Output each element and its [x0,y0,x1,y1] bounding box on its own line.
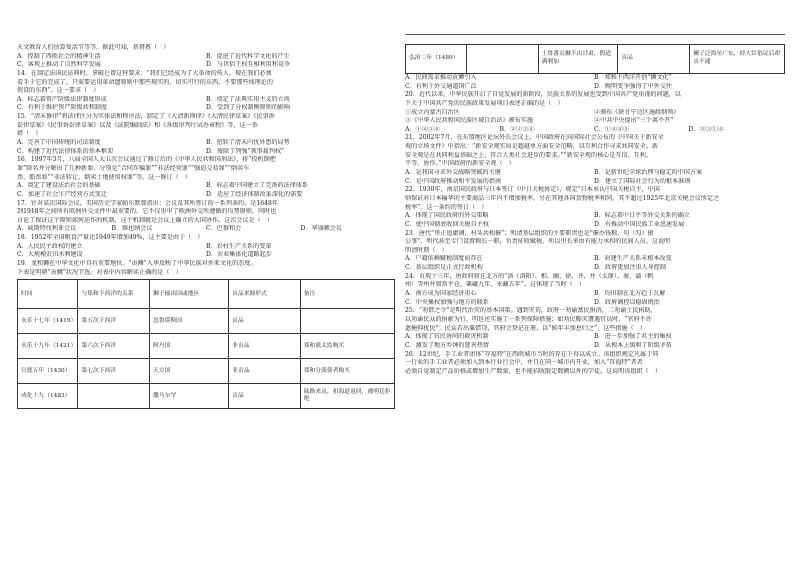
answer-options-row [17,53,395,62]
table-continuation [405,44,785,74]
answer-option: C．有利于维护资产阶级共和制度 [17,104,107,112]
answer-option: B．促进了近代科学文化的产生 [206,52,290,60]
answer-option: D．从根本上缓和了阶级矛盾 [594,341,673,349]
answer-options-row [17,243,395,252]
question-text-line: 安全观是在共同利益基础之上，符合人类社会进步的要求。”“新安全观的核心是互信、互利、 [405,151,652,159]
lion-tribute-table [17,279,395,409]
answer-options-row [17,96,395,105]
question-text-line: 平等、协作。”中国政府的新安全观（ ） [405,160,515,168]
answer-option: D．②③①④ [688,125,724,133]
question-text-line: 16．1997年3月，八届全国人大五次会议通过了修订后的《中华人民共和国刑法》，将“投机倒把 [17,156,276,164]
answer-options-row [405,342,783,351]
answer-option: A．威斯特伐利亚会议 [17,225,77,233]
table-cell: 狮子泛海至广东，经大臣倡议后却贡不通 [690,45,785,74]
table-row [18,334,395,359]
answer-option: B．是新世纪全球治理与稳定的中国方案 [594,169,703,177]
table-header-row [18,280,395,309]
table-cell: 非贡品 [229,359,301,384]
answer-option: C．基层组织是正式行政机构 [405,264,483,272]
answer-options-row [405,299,783,308]
question-text-line: 23．唐代“里正追庸调，村头共相催”；明清基层组织的主要职责也是“催办钱粮，句（勾）摄 [405,229,654,237]
question-text-line: 票、船票罪”“非法转让、倒卖土地使用权罪”等。这一修订（ ） [17,173,191,181]
answer-options-row [405,109,783,118]
answer-option: A．标志着资产阶级法律制度形成 [17,95,107,103]
question-text-line: 措（ ） [17,130,42,138]
answer-options-row [17,139,395,148]
table-row [18,309,395,334]
question-text-line: 州）等州并置常平仓，粟藏九年，米藏五年”。这体现了当时（ ） [405,281,585,289]
question-text-line: 公事”，明代甚至专门设置粮长一职，负责征收赋税，所以里长多由有能力承担的民间人员。这说明 [405,238,671,246]
table-header-cell: 备注 [300,280,394,309]
answer-options-row [405,74,783,83]
table-cell: 第六次下西洋 [78,334,150,359]
question-text-line: 25．“劝借之令”是明代治灾的基本国策。遇到灾荒，政府一劝谕富民捐济，二劝谕士民捐助， [405,307,657,315]
question-text-line: 22．1930年，南京国民政府与日本签订《中日关税协定》，规定“日本承认中国关税自主，中国 [405,186,660,194]
question-text-line: 遮掩抑扰民”；民众若出粟借贷，官府会登记在册，以“候年丰加息归之”。这些措施（ ） [405,324,646,332]
question-text-line: 天文教育人们估算复活节等等。据此可知，基督教（ ） [17,44,170,51]
question-text-line: 14．在制定法国民法典时，拿破仑曾这样要求：“我们已经成为了大革命的传人，现在我们必须 [17,69,272,77]
table-cell: 非贡品 [229,334,301,359]
right-column [405,74,783,376]
table-cell: 陆路来贡，扣海道返回，被明廷拒绝 [300,384,394,409]
answer-option: ④中共中央提出“三个离不开” [594,117,674,125]
answer-option: B．标志着中国建立了完备的法律体系 [206,182,308,190]
answer-option: C．客观上推动了自然科学发展 [17,61,101,69]
table-cell: 弘治二年（1489） [406,45,467,74]
answer-option: C．构建了近代法律体系的基本框架 [17,147,114,155]
answer-option: A．体现了官民协同的救灾机制 [405,333,489,341]
table-cell [78,384,150,409]
question-text-line: 下关于中国共产党的民族政策发展项目表述正确的是（ ） [405,99,564,107]
table-cell: 第七次下西洋 [78,359,150,384]
table-header-cell: 与郑和下西洋的关系 [78,280,150,309]
answer-option: D．受到了分权制衡原则的影响 [206,104,291,112]
answer-option: A．南方成为国家经济重心 [405,290,477,298]
table-cell [300,309,394,334]
answer-option: D．晚明变争强得了中外交往 [594,82,673,90]
left-column [17,44,395,409]
answer-option: D．与世俗王权互相利用和竞争 [206,61,291,69]
answer-option: A．①②③④ [405,125,440,133]
question-text-line: 假设的东西”。这一要求（ ） [17,87,100,95]
question-text-line: 15．“清末修律”将法律区分为实体法和程序法，制定了《大清新刑律》《大清民律草案》《民事诉 [17,113,275,121]
question-text-line: 以劝谕民众的捐献为行，明廷还实施了一系列保障措施；如劝民赈灾遭遇官员时，“官府不许 [405,315,652,323]
answer-option: B．农村生产关系的变革 [206,242,272,250]
answer-option: C．激发了地方乡绅的慈善热情 [405,341,489,349]
answer-option: B．②①③④ [499,125,535,133]
answer-option: A．控制了西欧社会的精神生活 [17,52,101,60]
answer-options-row [405,169,783,178]
answer-option: B．标志着中日平等外交关系的确立 [594,212,690,220]
table-cell: 撒马尔罕 [149,384,228,409]
answer-option: A．人民民主政权的建立 [17,242,83,250]
question-text-line: 则保证对日本输华的主要商品三年内不增加税率，另在其他各国货物税率相同，其不超过1925年北京关税会议所定之 [405,194,720,202]
answer-option: B．封建生产关系未根本改变 [594,255,672,263]
answer-option: C．①②④③ [594,125,630,133]
table-cell: 土鲁番贡狮不由甘肃，假道满剌加 [538,45,618,74]
answer-option: C．是中国政府推动和平发展的指南 [405,177,502,185]
answer-option: A．民间需求推动贡狮引入 [405,74,477,81]
question-text-line: 讨论了保证这个原则如何运作的机制，这个机制就是会议上确立的大国协作。这次会议是（ ） [17,216,273,224]
question-text-line: 税率”。这一条约的签订（ ） [405,203,488,211]
answer-options-row [17,61,395,70]
table-cell: 宣德五年（1430） [18,359,78,384]
table-header-cell: 时间 [18,280,78,309]
answer-option: A．奠定了建设法治社会的基础 [17,182,101,190]
answer-options-row [17,148,395,157]
answer-option: C．有利于外交通道国广泛 [405,82,477,90]
question-text-line: 17．针对某次国际会议，美国历史学家帕尔默曾指出：会议及其所签订的一系列条约，是1648年 [17,199,278,207]
answer-options-row [17,104,395,113]
answer-options-row [17,225,395,234]
table-cell: 天方国 [149,359,228,384]
table-cell: 贡品 [229,309,301,334]
answer-option: ①成立内蒙古自治区 [405,108,460,116]
answer-options-row [17,251,395,260]
table-cell: 阿丹国 [149,334,228,359]
question-text-line: 必须自觉制定产品价格或增加生产数量，也不能招收限定数额以外的学徒。这说明该组织（ ） [405,367,661,375]
answer-option: A．户籍依赖赋税制度而存在 [405,255,483,263]
answer-options-row [17,182,395,191]
answer-options-row [405,117,783,126]
answer-option: B．维也纳会议 [111,225,153,233]
answer-options-row [405,178,783,187]
answer-option: C．大规模农田水利建设 [17,251,83,259]
table-header-cell: 贡品来源形式 [229,280,301,309]
table-cell: 郑和分派使者购买 [300,359,394,384]
answer-option: B．奠定了法典实用主义的立场 [206,95,290,103]
question-text-line: 一行业的手工业者必须加入到本行业行会中，并且在同一城市内开业，加入“存福特”者者 [405,359,643,367]
question-text-line: 18．1952年全国粮食产量比1949年增加49%，这主要是由于（ ） [17,234,204,242]
answer-options-row [405,333,783,342]
answer-option: B．均田制在北方趋于瓦解 [594,290,666,298]
answer-option: A．体现了国民政府的外交策略 [405,212,489,220]
table-row [18,359,395,384]
answer-option: A．是我国寻求外交战略突破的关键 [405,169,501,177]
table-row [18,384,395,409]
answer-option: B．进一步加强了君主的集权 [594,333,672,341]
answer-option: D．政府调控以稳固统治 [594,298,660,306]
answer-option: A．完善了中国传统的司法制度 [17,139,101,147]
question-text-line: 20．近代以来，中华民族开启了自觉发展的新阶段，民族关系的发展也受到中国共产党重视的问题，以 [405,91,681,99]
table-cell: 郑和派太监购买 [300,334,394,359]
question-text-line: 19．龙和狮在中华文化中具有重要地位。“贡狮”入华反映了中华民族对外来文化的态度。 [17,260,257,268]
question-text-line: 21．2002年7月，在东盟地区论坛外长会议上，中国政府在向国际社会公布的《中国关于新安全 [405,134,664,142]
answer-option: C．中央集权加强与地方的联系 [405,298,489,306]
question-text-line: 观的立场文件》中指出：“新安全观实质是超越单方面安全范畴，以互利合作寻求共同安全。新 [405,143,658,151]
question-text-line: 26．12世纪，手工业者团体“存福特”在西欧城市当时的存在下得以成立。该组织规定凡属于同 [405,350,659,358]
answer-option: C．巴黎和会 [206,225,242,233]
table-cell: 成化十九（1483） [18,384,78,409]
question-text-line: 罪”除名并分解出了几种新罪，分别是“合同诈骗罪”“非法经营罪”“强迫交易罪”“倒卖车 [17,164,250,172]
answer-option: B．扭转了清末内忧外患的局势 [206,139,290,147]
answer-option: D．适应了经济体制改革深化的需要 [206,190,303,198]
table-cell [466,45,538,74]
answer-option: D．有推动中国民族工业迅速发展 [594,220,685,228]
answer-option: C．加速了社会生产经营方式变迁 [17,190,107,198]
question-text-line: 看手于它的完成了。只需要运用革命遗原则中那些现实的、切实可行的东西，不要那些纯理论的 [17,78,273,86]
table-cell: 永乐十七年（1419） [18,309,78,334]
table-header-cell: 狮子输出国或地区 [149,280,228,309]
table-cell: 贡品 [618,45,690,74]
answer-options-row [405,290,783,299]
question-text-line: 24．贞观十三年，唐政府将在北方的“洛（洛阳）、相、幽、徐、齐、并（太原）、秦、蒲（帆 [405,272,654,280]
question-text-line: 到1918年之间所有欧洲外交文件中最重要的。它不仅重申了欧洲外交所遵循的均势原则，同时也 [17,208,277,216]
answer-option: D．华盛顿会议 [300,225,342,233]
answer-option: C．使中国彻底收回关税自主权 [405,220,489,228]
answer-options-row [405,83,783,92]
answer-option: D．建立了国际社会行为的根本准则 [594,177,691,185]
table-cell: 忽鲁谟斯国 [149,309,228,334]
table-cell: 永乐十九年（1421） [18,334,78,359]
answer-option: ②颁布《陕甘宁边区施政纲领》 [594,108,680,116]
answer-options-row [405,212,783,221]
answer-options-row [405,126,783,135]
answer-option: D．废除了列强“领事裁判权” [206,147,285,155]
table-cell: 第五次下西洋 [78,309,150,334]
table-row [406,45,785,74]
answer-options-row [405,264,783,273]
question-text-line: 下表是明朝“贡狮”状况节选。对表中内容解读正确的是（ ） [17,268,182,276]
answer-option: B．郑和下西洋开创“狮文化” [594,74,672,81]
answer-options-row [405,255,783,264]
answer-option: D．政府更加注重人身控制 [594,264,666,272]
table-cell: 贡品 [229,384,301,409]
question-text-line: 讼律草案》《民事诉讼律草案》以及《法院编制法》和《各级审判厅试办章程》等，这一举 [17,121,258,129]
answer-options-row [17,191,395,200]
answer-options-row [405,221,783,230]
top-rule [405,34,785,35]
question-text-line: 明清时期（ ） [405,246,448,254]
answer-option: D．农业集体化道路起步 [206,251,272,259]
answer-option: ③《中华人民共和国民族区域自治法》颁布实施 [405,117,533,125]
